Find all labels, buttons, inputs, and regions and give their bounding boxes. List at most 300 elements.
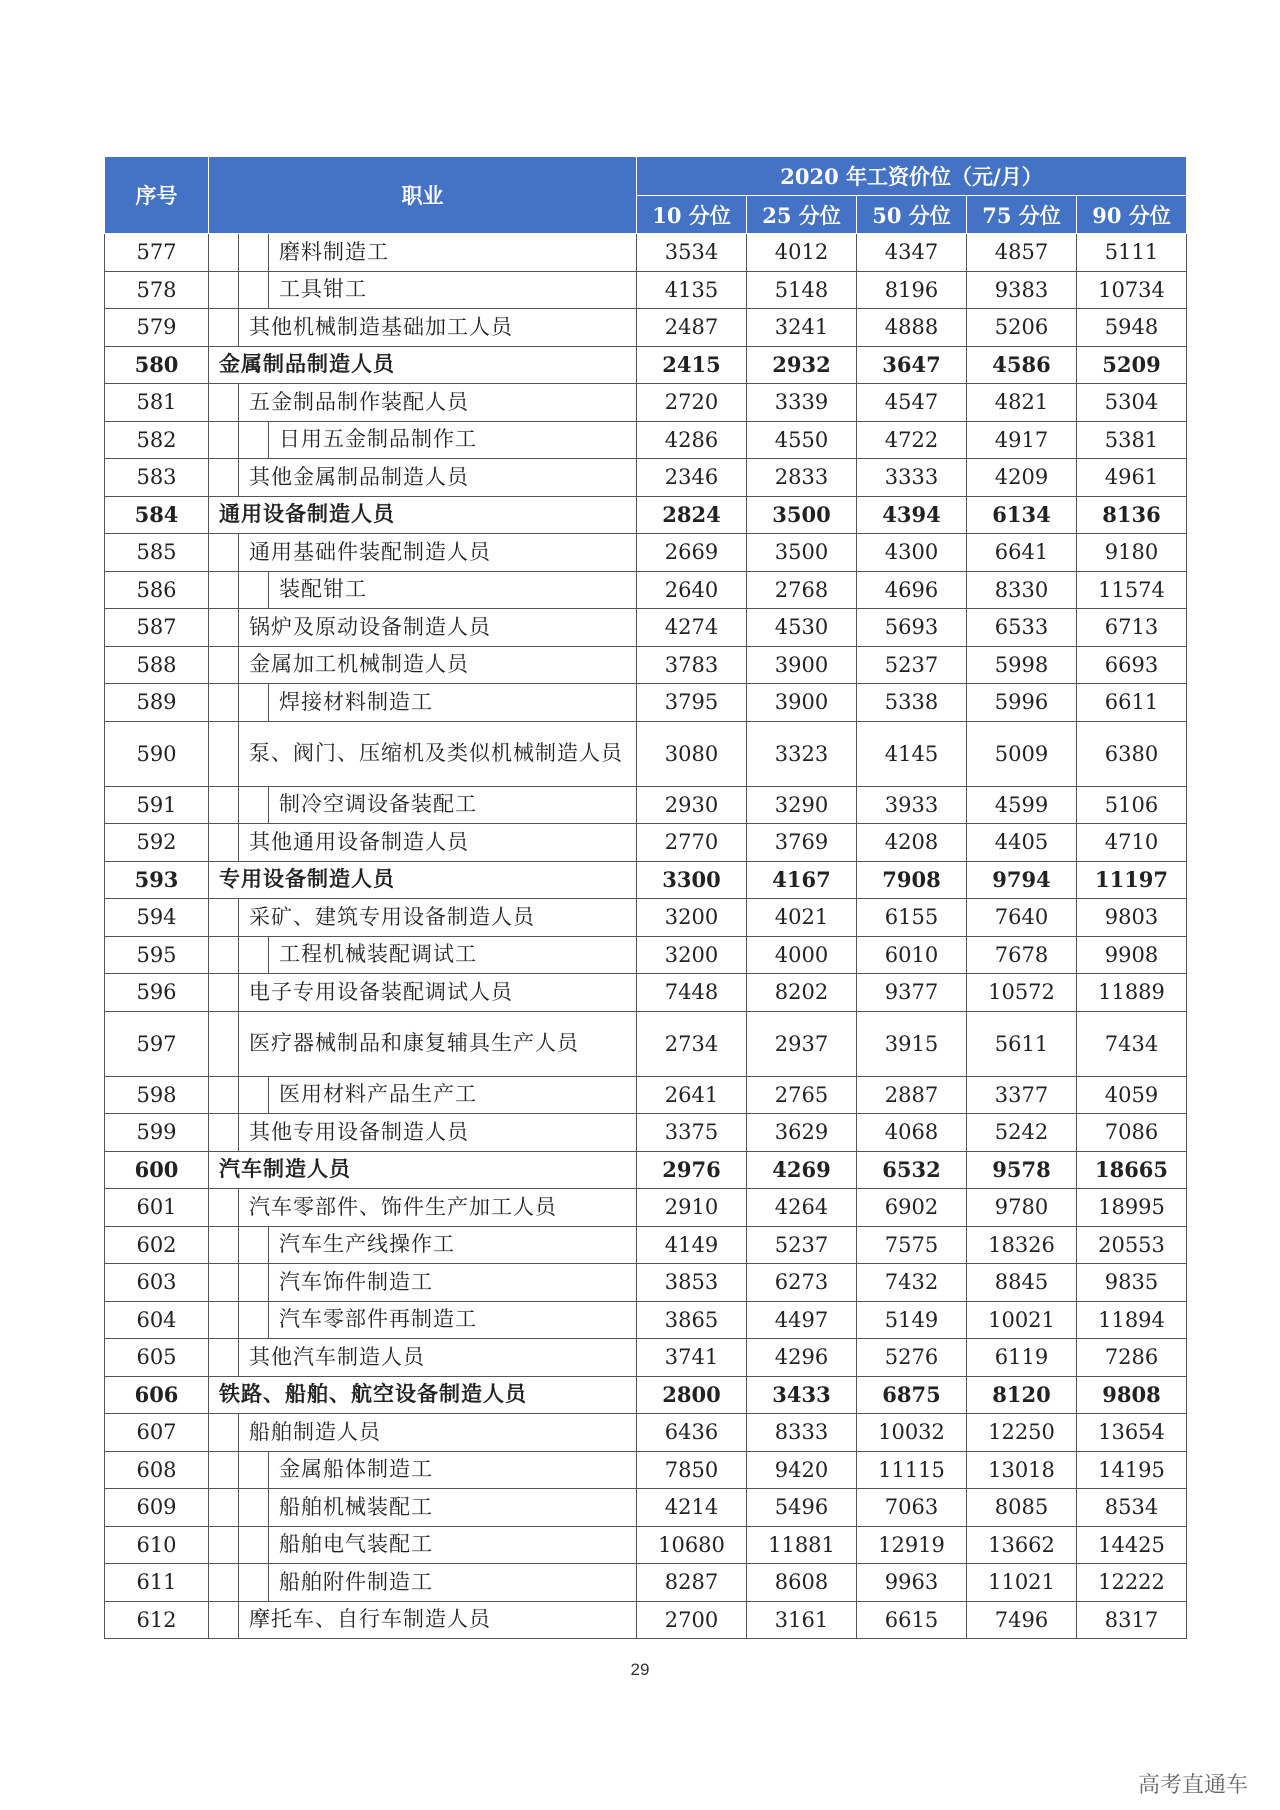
- cell-p50: 4722: [857, 421, 967, 459]
- cell-p50: 6875: [857, 1376, 967, 1414]
- cell-p75: 6119: [967, 1339, 1077, 1377]
- table-row: [105, 684, 1187, 722]
- table-row: [105, 899, 1187, 937]
- cell-p50: 6615: [857, 1601, 967, 1639]
- cell-p90: 11574: [1077, 571, 1187, 609]
- cell-p25: 2765: [747, 1076, 857, 1114]
- table-row: [105, 936, 1187, 974]
- occupation-name: 汽车制造人员: [219, 1157, 351, 1182]
- table-row: [105, 1011, 1187, 1076]
- table-row: [105, 384, 1187, 422]
- table-row: [105, 646, 1187, 684]
- cell-p10: 4149: [637, 1226, 747, 1264]
- indent-guide: [239, 1227, 269, 1264]
- cell-p25: 5148: [747, 271, 857, 309]
- cell-p10: 3080: [637, 721, 747, 786]
- cell-p10: 2930: [637, 786, 747, 824]
- cell-p90: 9835: [1077, 1264, 1187, 1302]
- cell-p25: 3629: [747, 1114, 857, 1152]
- cell-p75: 4917: [967, 421, 1077, 459]
- cell-occupation: [209, 721, 637, 786]
- occupation-name: 日用五金制品制作工: [279, 427, 477, 452]
- occupation-name: 汽车饰件制造工: [279, 1269, 433, 1294]
- cell-p90: 5209: [1077, 346, 1187, 384]
- table-row: [105, 571, 1187, 609]
- cell-p10: 2640: [637, 571, 747, 609]
- cell-p90: 12222: [1077, 1564, 1187, 1602]
- cell-p75: 11021: [967, 1564, 1077, 1602]
- cell-p90: 5111: [1077, 234, 1187, 272]
- cell-p50: 3333: [857, 459, 967, 497]
- cell-p90: 11197: [1077, 861, 1187, 899]
- cell-occupation: [209, 974, 637, 1012]
- cell-p50: 9377: [857, 974, 967, 1012]
- cell-p10: 6436: [637, 1414, 747, 1452]
- cell-p25: 4497: [747, 1301, 857, 1339]
- cell-occupation: [209, 1451, 637, 1489]
- cell-p50: 7063: [857, 1489, 967, 1527]
- cell-occupation: [209, 1564, 637, 1602]
- page-number: 29: [630, 1660, 650, 1679]
- cell-p50: 4888: [857, 309, 967, 347]
- cell-occupation: [209, 1226, 637, 1264]
- cell-p25: 8608: [747, 1564, 857, 1602]
- cell-p75: 5611: [967, 1011, 1077, 1076]
- cell-seq: 605: [105, 1339, 209, 1377]
- cell-p90: 20553: [1077, 1226, 1187, 1264]
- indent-guide: [239, 1302, 269, 1339]
- cell-p90: 9908: [1077, 936, 1187, 974]
- cell-p50: 10032: [857, 1414, 967, 1452]
- occupation-name: 通用设备制造人员: [219, 502, 395, 527]
- cell-p50: 2887: [857, 1076, 967, 1114]
- cell-p75: 4405: [967, 824, 1077, 862]
- indent-guide: [209, 1264, 239, 1301]
- occupation-name: 磨料制造工: [279, 239, 389, 264]
- cell-p90: 5381: [1077, 421, 1187, 459]
- indent-guide: [239, 1264, 269, 1301]
- cell-occupation: [209, 824, 637, 862]
- cell-p75: 5996: [967, 684, 1077, 722]
- cell-seq: 596: [105, 974, 209, 1012]
- cell-p75: 5998: [967, 646, 1077, 684]
- indent-guide: [209, 1339, 239, 1376]
- cell-p10: 4214: [637, 1489, 747, 1527]
- cell-p50: 3647: [857, 346, 967, 384]
- cell-p25: 3241: [747, 309, 857, 347]
- table-row: [105, 609, 1187, 647]
- cell-seq: 587: [105, 609, 209, 647]
- cell-p10: 2641: [637, 1076, 747, 1114]
- indent-guide: [209, 1012, 239, 1076]
- header-occupation: 职业: [209, 157, 637, 234]
- cell-p10: 2910: [637, 1189, 747, 1227]
- cell-p50: 4300: [857, 534, 967, 572]
- cell-seq: 602: [105, 1226, 209, 1264]
- cell-occupation: [209, 1376, 637, 1414]
- occupation-name: 金属制品制造人员: [219, 352, 395, 377]
- occupation-name: 采矿、建筑专用设备制造人员: [249, 904, 535, 929]
- cell-seq: 601: [105, 1189, 209, 1227]
- cell-p50: 5338: [857, 684, 967, 722]
- cell-p90: 11894: [1077, 1301, 1187, 1339]
- table-row: [105, 1414, 1187, 1452]
- cell-p75: 9780: [967, 1189, 1077, 1227]
- cell-seq: 577: [105, 234, 209, 272]
- cell-p10: 3741: [637, 1339, 747, 1377]
- cell-p90: 18995: [1077, 1189, 1187, 1227]
- occupation-name: 制冷空调设备装配工: [279, 792, 477, 817]
- cell-p75: 7678: [967, 936, 1077, 974]
- indent-guide: [209, 572, 239, 609]
- cell-p90: 7086: [1077, 1114, 1187, 1152]
- cell-seq: 607: [105, 1414, 209, 1452]
- table-row: [105, 459, 1187, 497]
- cell-p90: 18665: [1077, 1151, 1187, 1189]
- cell-p50: 6155: [857, 899, 967, 937]
- indent-guide: [209, 647, 239, 684]
- occupation-name: 船舶附件制造工: [279, 1569, 433, 1594]
- cell-occupation: [209, 1339, 637, 1377]
- table-row: [105, 1601, 1187, 1639]
- cell-p90: 6611: [1077, 684, 1187, 722]
- occupation-name: 铁路、船舶、航空设备制造人员: [219, 1382, 527, 1407]
- indent-guide: [209, 1302, 239, 1339]
- table-row: [105, 1489, 1187, 1527]
- cell-p90: 5106: [1077, 786, 1187, 824]
- table-row: [105, 1226, 1187, 1264]
- cell-p25: 4269: [747, 1151, 857, 1189]
- cell-p50: 5693: [857, 609, 967, 647]
- cell-p90: 5948: [1077, 309, 1187, 347]
- cell-seq: 581: [105, 384, 209, 422]
- indent-guide: [239, 684, 269, 721]
- indent-guide: [239, 572, 269, 609]
- cell-occupation: [209, 1151, 637, 1189]
- cell-p10: 2720: [637, 384, 747, 422]
- cell-p75: 4857: [967, 234, 1077, 272]
- cell-p25: 3433: [747, 1376, 857, 1414]
- indent-guide: [209, 1602, 239, 1639]
- occupation-name: 装配钳工: [279, 577, 367, 602]
- indent-guide: [209, 1564, 239, 1601]
- cell-seq: 588: [105, 646, 209, 684]
- table-row: [105, 1376, 1187, 1414]
- cell-p75: 13662: [967, 1526, 1077, 1564]
- cell-seq: 586: [105, 571, 209, 609]
- cell-seq: 591: [105, 786, 209, 824]
- occupation-name: 金属船体制造工: [279, 1457, 433, 1482]
- table-body: [105, 234, 1187, 1639]
- indent-guide: [209, 722, 239, 786]
- cell-p10: 7448: [637, 974, 747, 1012]
- indent-guide: [209, 787, 239, 824]
- cell-p90: 6380: [1077, 721, 1187, 786]
- cell-seq: 584: [105, 496, 209, 534]
- occupation-name: 船舶机械装配工: [279, 1494, 433, 1519]
- cell-p10: 3795: [637, 684, 747, 722]
- cell-seq: 598: [105, 1076, 209, 1114]
- cell-seq: 612: [105, 1601, 209, 1639]
- cell-p75: 5242: [967, 1114, 1077, 1152]
- cell-p10: 2700: [637, 1601, 747, 1639]
- table-row: [105, 974, 1187, 1012]
- cell-p25: 4021: [747, 899, 857, 937]
- cell-p10: 2800: [637, 1376, 747, 1414]
- cell-p75: 18326: [967, 1226, 1077, 1264]
- cell-seq: 583: [105, 459, 209, 497]
- cell-p10: 7850: [637, 1451, 747, 1489]
- cell-p50: 7575: [857, 1226, 967, 1264]
- table-header: [105, 157, 1187, 234]
- table-row: [105, 861, 1187, 899]
- indent-guide: [209, 1527, 239, 1564]
- cell-p25: 4530: [747, 609, 857, 647]
- table-row: [105, 1526, 1187, 1564]
- cell-p90: 4710: [1077, 824, 1187, 862]
- cell-occupation: [209, 936, 637, 974]
- cell-p75: 10021: [967, 1301, 1077, 1339]
- cell-seq: 597: [105, 1011, 209, 1076]
- indent-guide: [209, 459, 239, 496]
- cell-occupation: [209, 534, 637, 572]
- cell-p25: 2932: [747, 346, 857, 384]
- cell-p10: 4135: [637, 271, 747, 309]
- indent-guide: [209, 937, 239, 974]
- indent-guide: [209, 609, 239, 646]
- cell-p50: 5276: [857, 1339, 967, 1377]
- cell-occupation: [209, 234, 637, 272]
- cell-occupation: [209, 346, 637, 384]
- cell-occupation: [209, 271, 637, 309]
- occupation-name: 医用材料产品生产工: [279, 1082, 477, 1107]
- cell-p10: 2734: [637, 1011, 747, 1076]
- cell-occupation: [209, 899, 637, 937]
- indent-guide: [239, 1489, 269, 1526]
- occupation-name: 医疗器械制品和康复辅具生产人员: [249, 1030, 579, 1055]
- cell-occupation: [209, 1011, 637, 1076]
- header-p25: 25 分位: [747, 196, 857, 234]
- cell-p25: 3290: [747, 786, 857, 824]
- cell-seq: 585: [105, 534, 209, 572]
- cell-p75: 6641: [967, 534, 1077, 572]
- cell-p90: 4059: [1077, 1076, 1187, 1114]
- cell-p10: 3200: [637, 936, 747, 974]
- cell-p75: 6134: [967, 496, 1077, 534]
- cell-p25: 5237: [747, 1226, 857, 1264]
- occupation-name: 其他金属制品制造人员: [249, 464, 469, 489]
- cell-p50: 8196: [857, 271, 967, 309]
- cell-p10: 3300: [637, 861, 747, 899]
- occupation-name: 其他机械制造基础加工人员: [249, 314, 513, 339]
- cell-p25: 3323: [747, 721, 857, 786]
- cell-seq: 609: [105, 1489, 209, 1527]
- cell-seq: 599: [105, 1114, 209, 1152]
- cell-seq: 582: [105, 421, 209, 459]
- cell-p90: 8136: [1077, 496, 1187, 534]
- table-row: [105, 421, 1187, 459]
- indent-guide: [209, 309, 239, 346]
- cell-p25: 5496: [747, 1489, 857, 1527]
- cell-p25: 9420: [747, 1451, 857, 1489]
- indent-guide: [209, 384, 239, 421]
- cell-seq: 589: [105, 684, 209, 722]
- cell-seq: 611: [105, 1564, 209, 1602]
- header-seq: 序号: [105, 157, 209, 234]
- cell-p90: 8317: [1077, 1601, 1187, 1639]
- occupation-name: 锅炉及原动设备制造人员: [249, 614, 491, 639]
- indent-guide: [209, 1227, 239, 1264]
- cell-p50: 4696: [857, 571, 967, 609]
- cell-p25: 2833: [747, 459, 857, 497]
- indent-guide: [209, 1189, 239, 1226]
- cell-seq: 606: [105, 1376, 209, 1414]
- occupation-name: 工程机械装配调试工: [279, 942, 477, 967]
- cell-p50: 5237: [857, 646, 967, 684]
- indent-guide: [239, 1527, 269, 1564]
- cell-p50: 4394: [857, 496, 967, 534]
- table-row: [105, 1339, 1187, 1377]
- cell-p25: 8202: [747, 974, 857, 1012]
- table-row: [105, 786, 1187, 824]
- cell-p25: 3500: [747, 496, 857, 534]
- occupation-name: 其他专用设备制造人员: [249, 1119, 469, 1144]
- occupation-name: 船舶电气装配工: [279, 1532, 433, 1557]
- occupation-name: 船舶制造人员: [249, 1419, 381, 1444]
- indent-guide: [209, 234, 239, 271]
- cell-seq: 595: [105, 936, 209, 974]
- cell-p25: 3900: [747, 684, 857, 722]
- cell-seq: 594: [105, 899, 209, 937]
- indent-guide: [209, 1077, 239, 1114]
- cell-p25: 4012: [747, 234, 857, 272]
- cell-seq: 590: [105, 721, 209, 786]
- cell-occupation: [209, 786, 637, 824]
- cell-p50: 5149: [857, 1301, 967, 1339]
- cell-p50: 4068: [857, 1114, 967, 1152]
- cell-p50: 4208: [857, 824, 967, 862]
- cell-p50: 6902: [857, 1189, 967, 1227]
- occupation-name: 其他汽车制造人员: [249, 1344, 425, 1369]
- cell-p50: 7432: [857, 1264, 967, 1302]
- occupation-name: 泵、阀门、压缩机及类似机械制造人员: [249, 740, 623, 765]
- table-row: [105, 1301, 1187, 1339]
- cell-seq: 592: [105, 824, 209, 862]
- cell-p10: 3853: [637, 1264, 747, 1302]
- cell-p75: 7496: [967, 1601, 1077, 1639]
- occupation-name: 专用设备制造人员: [219, 867, 395, 892]
- cell-p25: 8333: [747, 1414, 857, 1452]
- cell-p50: 9963: [857, 1564, 967, 1602]
- cell-p75: 4586: [967, 346, 1077, 384]
- cell-p25: 2937: [747, 1011, 857, 1076]
- cell-p25: 3500: [747, 534, 857, 572]
- cell-p75: 5009: [967, 721, 1077, 786]
- table-row: [105, 346, 1187, 384]
- cell-p10: 2487: [637, 309, 747, 347]
- cell-p90: 6693: [1077, 646, 1187, 684]
- table-row: [105, 1264, 1187, 1302]
- cell-p10: 4286: [637, 421, 747, 459]
- cell-occupation: [209, 571, 637, 609]
- table-row: [105, 496, 1187, 534]
- cell-p90: 6713: [1077, 609, 1187, 647]
- wage-table: [104, 156, 1187, 1639]
- cell-p10: 2415: [637, 346, 747, 384]
- cell-p75: 8120: [967, 1376, 1077, 1414]
- cell-occupation: [209, 1114, 637, 1152]
- table-row: [105, 1076, 1187, 1114]
- table-row: [105, 234, 1187, 272]
- occupation-name: 其他通用设备制造人员: [249, 829, 469, 854]
- indent-guide: [209, 684, 239, 721]
- cell-p90: 11889: [1077, 974, 1187, 1012]
- table-row: [105, 824, 1187, 862]
- table-row: [105, 534, 1187, 572]
- table-row: [105, 1451, 1187, 1489]
- indent-guide: [209, 1414, 239, 1451]
- cell-p25: 3769: [747, 824, 857, 862]
- cell-p90: 13654: [1077, 1414, 1187, 1452]
- cell-p90: 9803: [1077, 899, 1187, 937]
- indent-guide: [209, 422, 239, 459]
- cell-p25: 6273: [747, 1264, 857, 1302]
- table-row: [105, 1114, 1187, 1152]
- cell-p75: 9578: [967, 1151, 1077, 1189]
- header-p10: 10 分位: [637, 196, 747, 234]
- occupation-name: 金属加工机械制造人员: [249, 652, 469, 677]
- cell-occupation: [209, 421, 637, 459]
- cell-p75: 4599: [967, 786, 1077, 824]
- cell-p90: 14195: [1077, 1451, 1187, 1489]
- occupation-name: 汽车生产线操作工: [279, 1232, 455, 1257]
- header-p75: 75 分位: [967, 196, 1077, 234]
- header-p90: 90 分位: [1077, 196, 1187, 234]
- cell-p10: 8287: [637, 1564, 747, 1602]
- occupation-name: 五金制品制作装配人员: [249, 389, 469, 414]
- cell-p25: 11881: [747, 1526, 857, 1564]
- indent-guide: [239, 234, 269, 271]
- cell-occupation: [209, 861, 637, 899]
- cell-p25: 4167: [747, 861, 857, 899]
- table-row: [105, 1189, 1187, 1227]
- cell-p25: 4550: [747, 421, 857, 459]
- cell-p90: 5304: [1077, 384, 1187, 422]
- cell-occupation: [209, 384, 637, 422]
- cell-occupation: [209, 1264, 637, 1302]
- cell-p50: 7908: [857, 861, 967, 899]
- cell-p10: 3375: [637, 1114, 747, 1152]
- occupation-name: 汽车零部件再制造工: [279, 1307, 477, 1332]
- cell-occupation: [209, 684, 637, 722]
- indent-guide: [209, 824, 239, 861]
- cell-p10: 3783: [637, 646, 747, 684]
- table-row: [105, 1151, 1187, 1189]
- cell-occupation: [209, 459, 637, 497]
- indent-guide: [239, 1564, 269, 1601]
- cell-occupation: [209, 1301, 637, 1339]
- cell-seq: 593: [105, 861, 209, 899]
- cell-p50: 11115: [857, 1451, 967, 1489]
- cell-occupation: [209, 1489, 637, 1527]
- cell-occupation: [209, 609, 637, 647]
- cell-occupation: [209, 1526, 637, 1564]
- header-wage-group: 2020 年工资价位（元/月）: [637, 157, 1187, 196]
- cell-p10: 2976: [637, 1151, 747, 1189]
- cell-seq: 610: [105, 1526, 209, 1564]
- occupation-name: 工具钳工: [279, 277, 367, 302]
- occupation-name: 汽车零部件、饰件生产加工人员: [249, 1194, 557, 1219]
